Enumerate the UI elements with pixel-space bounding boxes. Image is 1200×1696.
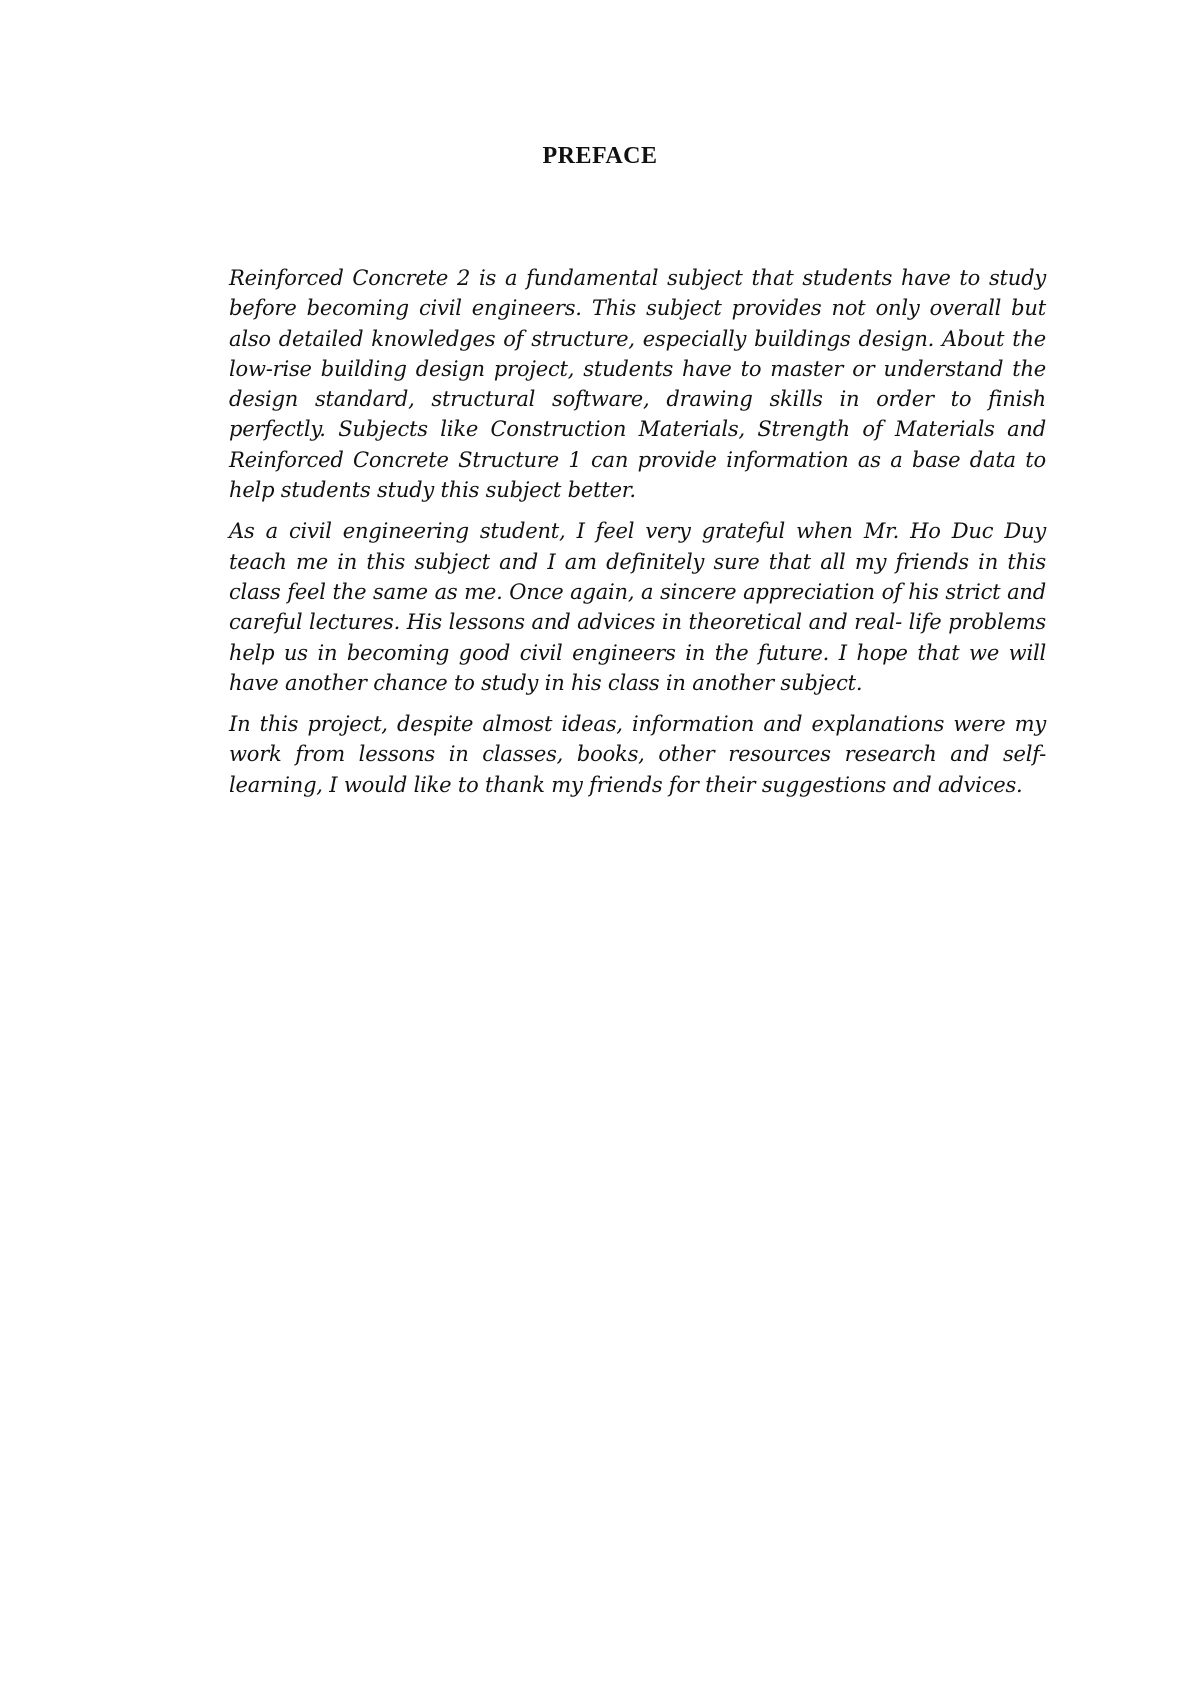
preface-body — [229, 263, 1046, 811]
paragraph-2: As a civil engineering student, I feel very grateful when Mr. Ho Duc Duy teach me in this subject and I am definitely sure that all my friends in this class feel the same as me. Once again, a sincere appreciation of his strict and careful lectures. His lessons and advices in theoretical and real- life problems help us in becoming good civil engineers in the future. I hope that we will have another chance to study in his class in another subject. — [229, 519, 1046, 695]
page-title: PREFACE — [542, 143, 658, 169]
paragraph-1: Reinforced Concrete 2 is a fundamental subject that students have to study before becoming civil engineers. This subject provides not only overall but also detailed knowledges of structure, especially buildings design. About the low-rise building design project, students have to master or understand the design standard, structural software, drawing skills in order to finish perfectly. Subjects like Construction Materials, Strength of Materials and Reinforced Concrete Structure 1 can provide information as a base data to help students study this subject better. — [229, 266, 1046, 503]
paragraph-3: In this project, despite almost ideas, information and explanations were my work from lessons in classes, books, other resources research and self-learning, I would like to thank my friends for their suggestions and advices. — [229, 712, 1046, 797]
